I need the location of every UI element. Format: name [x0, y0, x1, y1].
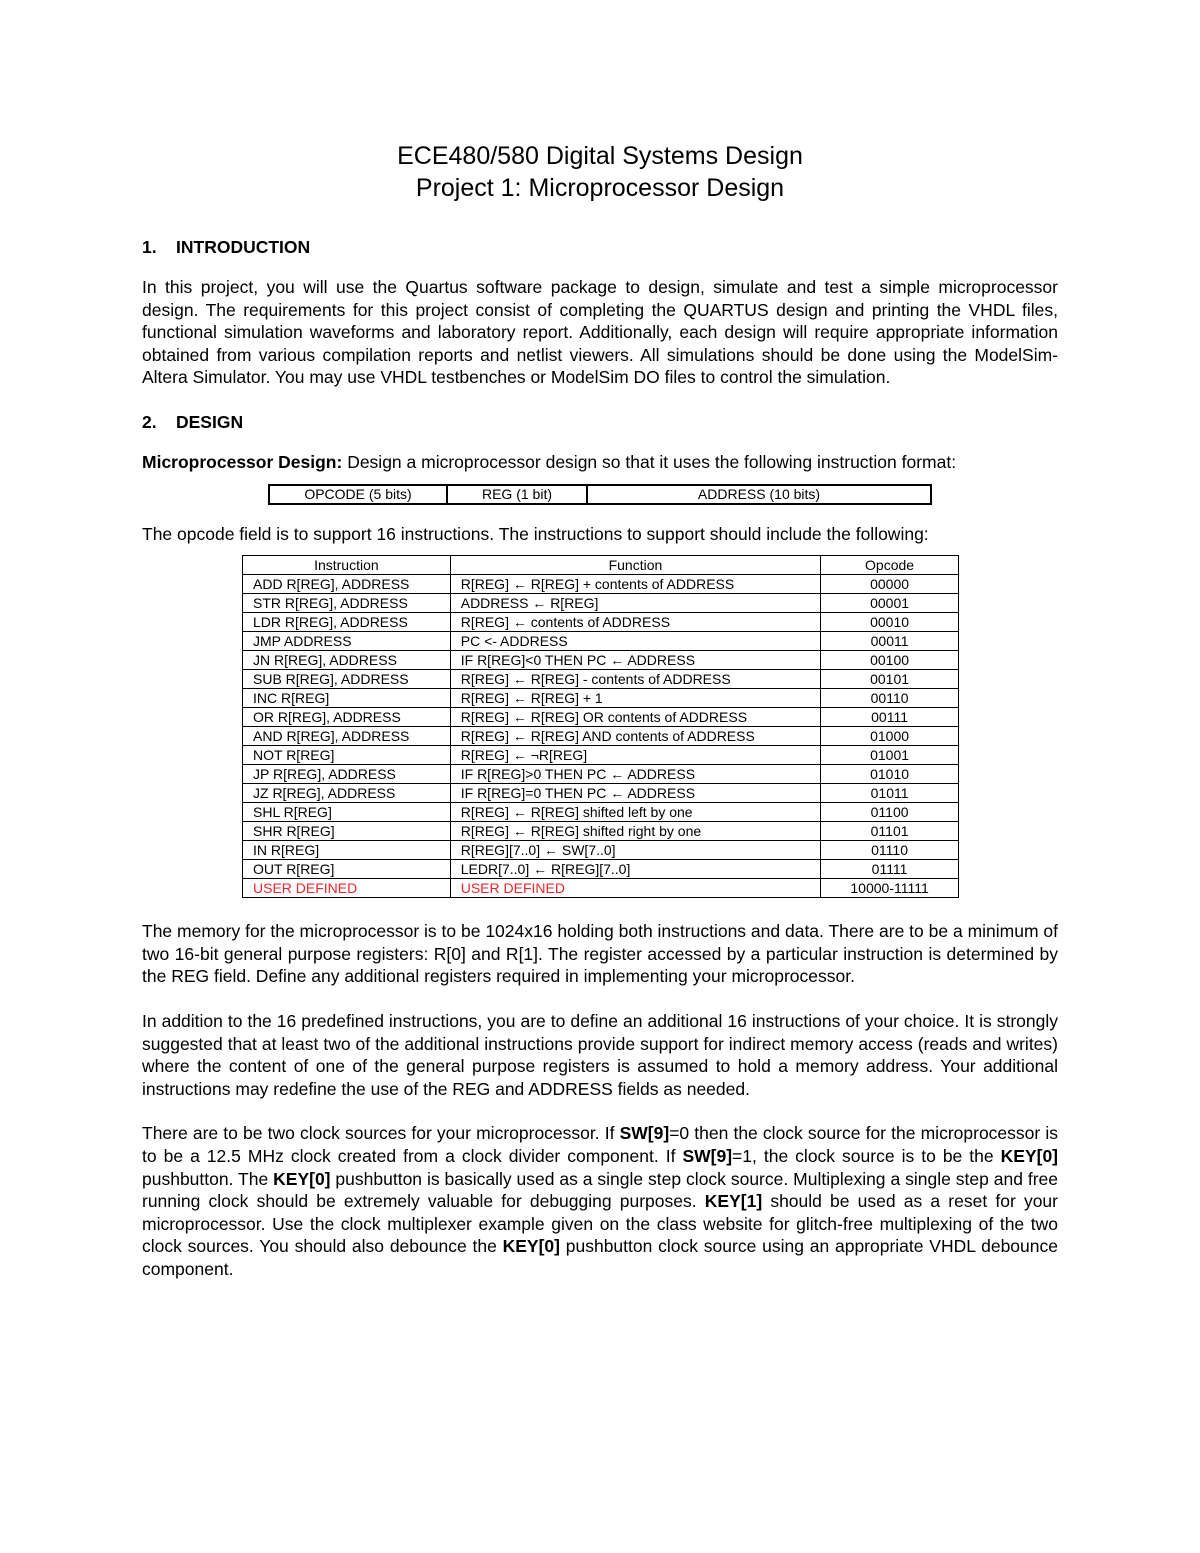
format-field-reg: REG (1 bit): [447, 485, 587, 504]
function-cell: R[REG] ← R[REG] + 1: [450, 689, 820, 708]
function-cell: IF R[REG]=0 THEN PC ← ADDRESS: [450, 784, 820, 803]
function-cell: R[REG] ← R[REG] shifted left by one: [450, 803, 820, 822]
section-heading-design: [142, 411, 1058, 433]
function-cell: IF R[REG]<0 THEN PC ← ADDRESS: [450, 651, 820, 670]
function-cell: R[REG] ← R[REG] OR contents of ADDRESS: [450, 708, 820, 727]
title-line-2: Project 1: Microprocessor Design: [415, 174, 785, 202]
instruction-cell: SHL R[REG]: [243, 803, 451, 822]
instruction-cell: ADD R[REG], ADDRESS: [243, 575, 451, 594]
function-cell: USER DEFINED: [450, 879, 820, 898]
instruction-cell: SHR R[REG]: [243, 822, 451, 841]
opcode-cell: 01011: [821, 784, 959, 803]
additional-instructions-paragraph: In addition to the 16 predefined instructions, you are to define an additional 16 instructions of your choice. It is strongly suggested that at least two of the additional instructions provide support for indirect memory access (reads and writes) where the content of one of the general purpose registers is assumed to hold a memory address. Your additional instructions may redefine the use of the REG and ADDRESS fields as needed.: [142, 1010, 1058, 1099]
instruction-format: [142, 484, 1058, 505]
clock-bold: SW[9]: [619, 1123, 670, 1144]
clock-text: should be used as a reset for your microprocessor. Use the clock multiplexer example given on the class website for glitch-free multiplexing of the two clock sources. You should also debounce the: [142, 1191, 1058, 1257]
function-cell: R[REG] ← R[REG] + contents of ADDRESS: [450, 575, 820, 594]
table-row: [243, 879, 959, 898]
clock-text: pushbutton. The: [142, 1168, 274, 1189]
table-row: [243, 822, 959, 841]
document-page: [142, 140, 1058, 1302]
instruction-cell: NOT R[REG]: [243, 746, 451, 765]
instruction-format-table: [268, 484, 932, 505]
opcode-cell: 01100: [821, 803, 959, 822]
clock-text: =0 then the clock source for the microprocessor is to be a 12.5 MHz clock created from a clock divider component. If: [142, 1123, 1058, 1166]
opcode-cell: 00100: [821, 651, 959, 670]
function-cell: R[REG] ← contents of ADDRESS: [450, 613, 820, 632]
instruction-cell: USER DEFINED: [243, 879, 451, 898]
format-field-address: ADDRESS (10 bits): [587, 485, 931, 504]
opcode-cell: 01001: [821, 746, 959, 765]
instruction-cell: SUB R[REG], ADDRESS: [243, 670, 451, 689]
opcode-cell: 01110: [821, 841, 959, 860]
opcode-cell: 00000: [821, 575, 959, 594]
opcode-cell: 01101: [821, 822, 959, 841]
table-row: [243, 575, 959, 594]
opcode-cell: 00111: [821, 708, 959, 727]
design-lead-text: Design a microprocessor design so that it uses the following instruction format:: [342, 451, 957, 472]
table-row: [243, 708, 959, 727]
document-title: [142, 140, 1058, 204]
clock-text: pushbutton is basically used as a single step clock source. Multiplexing a single step and free running clock should be extremely valuable for debugging purposes.: [142, 1168, 1058, 1212]
design-lead-bold: Microprocessor Design:: [142, 451, 343, 472]
function-cell: R[REG] ← R[REG] AND contents of ADDRESS: [450, 727, 820, 746]
header-function: Function: [450, 556, 820, 575]
section-heading-introduction: [142, 236, 1058, 258]
section-title: INTRODUCTION: [176, 237, 311, 257]
design-lead-paragraph: [142, 451, 1058, 474]
clock-text: There are to be two clock sources for your microprocessor. If: [142, 1123, 620, 1144]
clock-bold: KEY[1]: [704, 1191, 763, 1212]
section-number: 1.: [142, 237, 157, 257]
instruction-cell: JP R[REG], ADDRESS: [243, 765, 451, 784]
clock-text: pushbutton clock source using an appropriate VHDL debounce component.: [142, 1236, 1058, 1279]
opcode-cell: 00110: [821, 689, 959, 708]
clock-bold: KEY[0]: [502, 1236, 560, 1257]
instruction-cell: IN R[REG]: [243, 841, 451, 860]
function-cell: PC <- ADDRESS: [450, 632, 820, 651]
instruction-cell: LDR R[REG], ADDRESS: [243, 613, 451, 632]
memory-paragraph: The memory for the microprocessor is to be 1024x16 holding both instructions and data. There are to be a minimum of two 16-bit general purpose registers: R[0] and R[1]. The register accessed by a particular instruction is determined by the REG field. Define any additional registers required in implementing your microprocessor.: [142, 921, 1058, 987]
table-row: [243, 746, 959, 765]
clock-bold: KEY[0]: [273, 1168, 331, 1189]
intro-paragraph: In this project, you will use the Quartus software package to design, simulate and test a simple microprocessor design. The requirements for this project consist of completing the QUARTUS design and printing the VHDL files, functional simulation waveforms and laboratory report. Additionally, each design will require appropriate information obtained from various compilation reports and netlist viewers. All simulations should be done using the ModelSim-Altera Simulator. You may use VHDL testbenches or ModelSim DO files to control the simulation.: [142, 277, 1058, 388]
instruction-cell: OUT R[REG]: [243, 860, 451, 879]
header-opcode: Opcode: [821, 556, 959, 575]
table-row: [243, 727, 959, 746]
instruction-cell: JN R[REG], ADDRESS: [243, 651, 451, 670]
table-row: [243, 594, 959, 613]
instruction-cell: JZ R[REG], ADDRESS: [243, 784, 451, 803]
clock-text: =1, the clock source is to be the: [732, 1145, 1001, 1166]
section-title: DESIGN: [176, 411, 244, 432]
opcode-cell: 10000-11111: [821, 879, 959, 898]
function-cell: R[REG] ← R[REG] - contents of ADDRESS: [450, 670, 820, 689]
table-row: [243, 632, 959, 651]
table-row: [243, 689, 959, 708]
instruction-cell: JMP ADDRESS: [243, 632, 451, 651]
instruction-table: [242, 555, 959, 898]
table-row: [243, 784, 959, 803]
table-row: [243, 860, 959, 879]
opcode-cell: 00001: [821, 594, 959, 613]
table-row: [243, 841, 959, 860]
table-row: [243, 803, 959, 822]
format-field-opcode: OPCODE (5 bits): [269, 485, 447, 504]
function-cell: LEDR[7..0] ← R[REG][7..0]: [450, 860, 820, 879]
instruction-table-body: [243, 575, 959, 898]
opcode-cell: 01000: [821, 727, 959, 746]
header-instruction: Instruction: [243, 556, 451, 575]
table-header-row: [243, 556, 959, 575]
opcode-cell: 01111: [821, 860, 959, 879]
table-row: [243, 765, 959, 784]
instruction-cell: STR R[REG], ADDRESS: [243, 594, 451, 613]
instruction-cell: INC R[REG]: [243, 689, 451, 708]
function-cell: R[REG][7..0] ← SW[7..0]: [450, 841, 820, 860]
clock-bold: SW[9]: [682, 1145, 733, 1166]
title-line-1: ECE480/580 Digital Systems Design: [397, 142, 803, 170]
clock-paragraph: [142, 1122, 1058, 1280]
function-cell: ADDRESS ← R[REG]: [450, 594, 820, 613]
opcode-cell: 00010: [821, 613, 959, 632]
opcode-cell: 00011: [821, 632, 959, 651]
function-cell: R[REG] ← ¬R[REG]: [450, 746, 820, 765]
function-cell: R[REG] ← R[REG] shifted right by one: [450, 822, 820, 841]
clock-bold: KEY[0]: [1000, 1145, 1059, 1166]
instruction-cell: OR R[REG], ADDRESS: [243, 708, 451, 727]
table-row: [243, 651, 959, 670]
opcode-cell: 00101: [821, 670, 959, 689]
section-number: 2.: [142, 411, 157, 432]
function-cell: IF R[REG]>0 THEN PC ← ADDRESS: [450, 765, 820, 784]
opcode-cell: 01010: [821, 765, 959, 784]
table-row: [243, 613, 959, 632]
opcode-sentence: The opcode field is to support 16 instructions. The instructions to support should include the following:: [142, 523, 929, 544]
table-row: [243, 670, 959, 689]
instruction-cell: AND R[REG], ADDRESS: [243, 727, 451, 746]
